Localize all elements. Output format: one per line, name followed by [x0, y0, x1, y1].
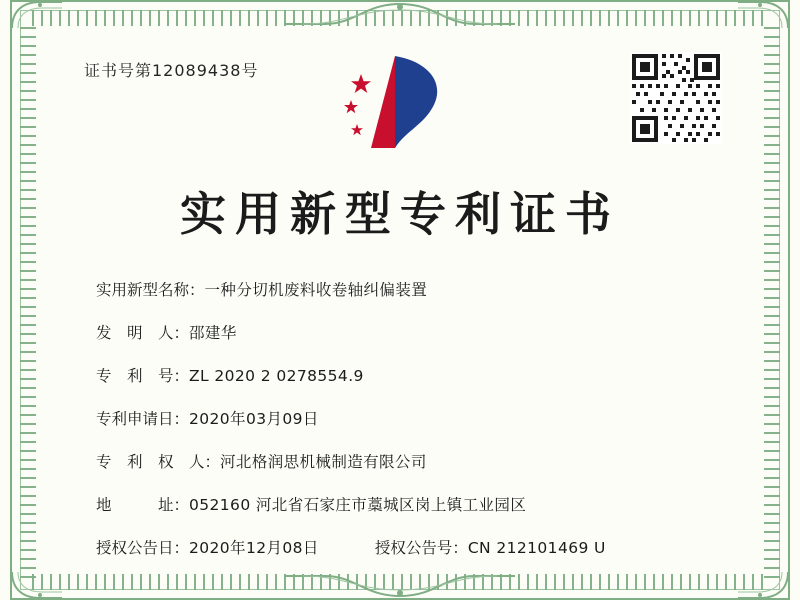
field-utility-model-name	[96, 278, 720, 300]
grant-number-label: 授权公告号：	[374, 539, 468, 557]
field-application-date	[96, 407, 720, 429]
field-label: 专 利 权 人：	[96, 453, 221, 471]
patent-logo-icon	[335, 52, 465, 162]
field-value: 052160 河北省石家庄市藁城区岗上镇工业园区	[189, 496, 527, 514]
grant-number-value: CN 212101469 U	[467, 539, 606, 557]
field-address	[96, 493, 720, 515]
field-value: 邵建华	[189, 324, 237, 342]
field-patent-number	[96, 364, 720, 386]
grant-date-label: 授权公告日：	[96, 539, 190, 557]
field-value: ZL 2020 2 0278554.9	[189, 367, 364, 385]
qr-code-icon	[630, 52, 722, 144]
grant-date-value: 2020年12月08日	[189, 539, 319, 557]
field-value: 河北格润思机械制造有限公司	[220, 453, 427, 471]
field-value: 2020年03月09日	[189, 410, 319, 428]
field-value: 一种分切机废料收卷轴纠偏装置	[204, 281, 428, 299]
certificate-fields	[96, 278, 720, 558]
field-label: 专 利 号：	[96, 367, 190, 385]
field-patentee	[96, 450, 720, 472]
field-grant-info	[96, 536, 720, 558]
field-label: 实用新型名称：	[96, 281, 205, 299]
field-label: 专利申请日：	[96, 410, 190, 428]
field-label: 地 址：	[96, 496, 190, 514]
field-inventor	[96, 321, 720, 343]
page-title: 实用新型专利证书	[180, 187, 620, 241]
field-label: 发 明 人：	[96, 324, 190, 342]
certificate-number: 证书号第12089438号	[84, 61, 259, 80]
